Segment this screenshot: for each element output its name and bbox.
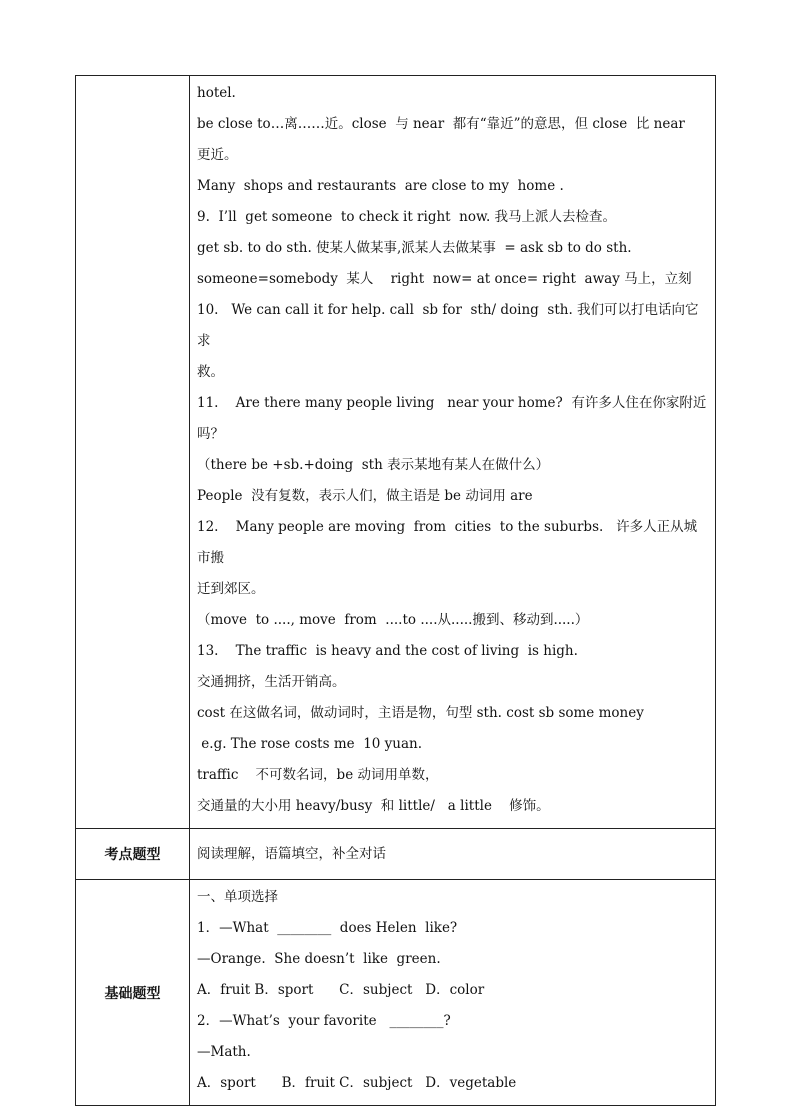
note-line: 12. Many people are moving from cities to the suburbs. 许多人正从城市搬 bbox=[197, 519, 698, 566]
question-line: A．fruit B．sport C．subject D．color bbox=[197, 982, 485, 998]
basic-questions-row bbox=[76, 880, 716, 1106]
note-line: 交通量的大小用 heavy/busy 和 little/ a little 修饰。 bbox=[197, 798, 550, 814]
note-line: 交通拥挤，生活开销高。 bbox=[197, 674, 346, 690]
exam-types-row bbox=[76, 829, 716, 880]
note-line: traffic 不可数名词，be 动词用单数， bbox=[197, 767, 439, 783]
question-line: 2．—What’s your favorite ________? bbox=[197, 1013, 451, 1029]
exam-types-text: 阅读理解，语篇填空，补全对话 bbox=[197, 845, 386, 862]
note-line: 救。 bbox=[197, 364, 224, 380]
basic-questions-content-cell bbox=[190, 880, 716, 1106]
question-line: 1．—What ________ does Helen like? bbox=[197, 920, 458, 936]
note-line: 吗？ bbox=[197, 426, 224, 442]
note-line: 迁到郊区。 bbox=[197, 581, 265, 597]
note-line: hotel. bbox=[197, 85, 236, 101]
note-line: 9. I’ll get someone to check it right now. 我马上派人去检查。 bbox=[197, 209, 617, 225]
notes-label-cell bbox=[76, 76, 190, 829]
notes-row bbox=[76, 76, 716, 829]
note-line: 更近。 bbox=[197, 147, 238, 163]
question-line: A．sport B．fruit C．subject D．vegetable bbox=[197, 1075, 517, 1091]
note-line: 11. Are there many people living near your home? 有许多人住在你家附近 bbox=[197, 395, 707, 411]
basic-questions-label: 基础题型 bbox=[76, 880, 190, 1106]
question-line: 一、单项选择 bbox=[197, 889, 278, 905]
notes-content-cell bbox=[190, 76, 716, 829]
note-line: （there be +sb.+doing sth 表示某地有某人在做什么） bbox=[197, 457, 550, 473]
note-line: e.g. The rose costs me 10 yuan. bbox=[197, 736, 423, 752]
lesson-table bbox=[75, 75, 716, 1106]
exam-types-label: 考点题型 bbox=[76, 829, 190, 880]
question-line: —Orange. She doesn’t like green. bbox=[197, 951, 441, 967]
exam-types-content-cell bbox=[190, 829, 716, 880]
note-line: 13. The traffic is heavy and the cost of living is high. bbox=[197, 643, 578, 659]
note-line: cost 在这做名词，做动词时，主语是物，句型 sth. cost sb some money bbox=[197, 705, 644, 721]
note-line: get sb. to do sth. 使某人做某事,派某人去做某事 = ask sb to do sth. bbox=[197, 240, 632, 256]
note-line: 10. We can call it for help. call sb for sth/ doing sth. 我们可以打电话向它求 bbox=[197, 302, 699, 349]
note-line: someone=somebody 某人 right now= at once= right away 马上，立刻 bbox=[197, 271, 692, 287]
note-line: People 没有复数，表示人们，做主语是 be 动词用 are bbox=[197, 488, 533, 504]
question-line: —Math. bbox=[197, 1044, 251, 1060]
note-line: be close to…离……近。close 与 near 都有“靠近”的意思，但 close 比 near bbox=[197, 116, 685, 132]
note-line: Many shops and restaurants are close to my home . bbox=[197, 178, 564, 194]
note-line: （move to ...., move from ....to ....从.....搬到、移动到.....） bbox=[197, 612, 589, 628]
